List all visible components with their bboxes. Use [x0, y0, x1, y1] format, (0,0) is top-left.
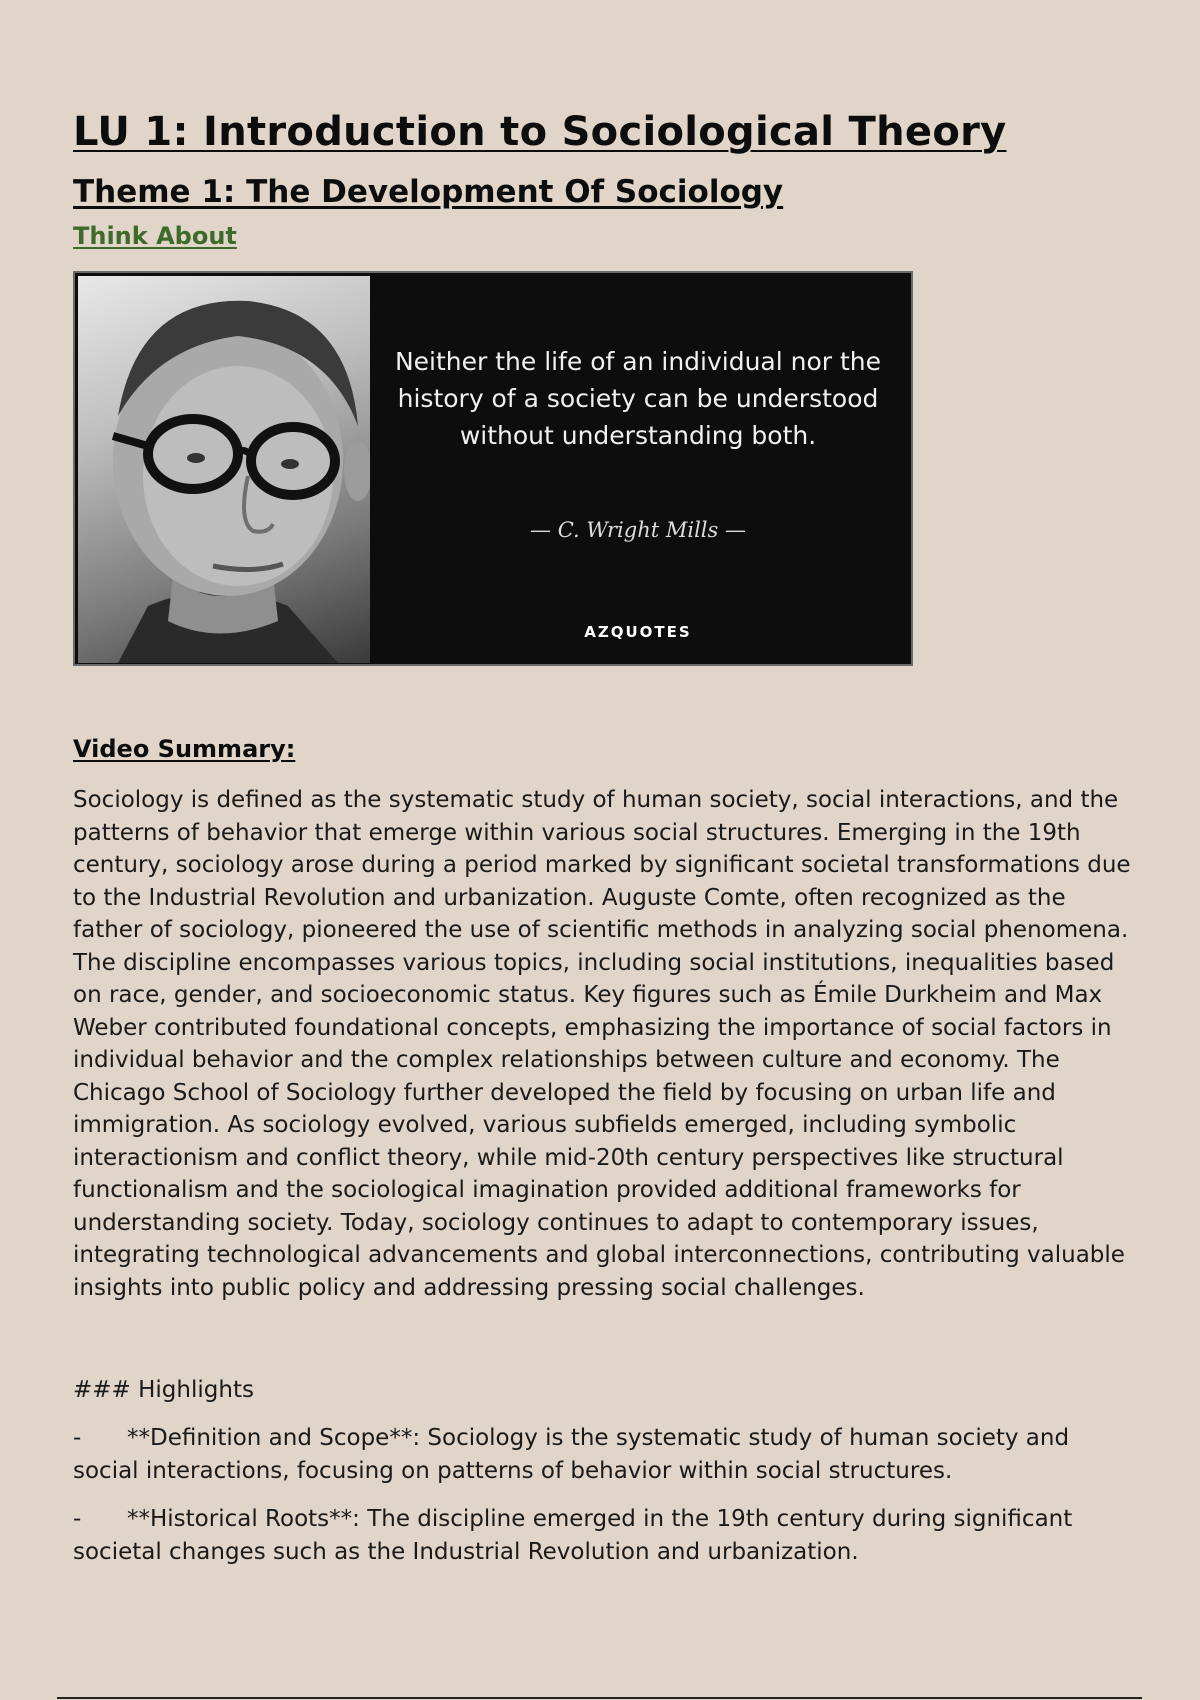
highlight-text: **Historical Roots**: The discipline emerged in the 19th century during significant societal changes such as the Industrial Revolution and urbanization. — [73, 1506, 1073, 1565]
highlight-item — [73, 1422, 1133, 1487]
page-title: LU 1: Introduction to Sociological Theory — [73, 109, 1007, 155]
video-summary-heading: Video Summary: — [73, 735, 296, 763]
bullet-dash: - — [73, 1506, 82, 1532]
quote-text: Neither the life of an individual nor the history of a society can be understood without understanding both. — [394, 347, 882, 450]
highlights-heading: ### Highlights — [73, 1377, 254, 1403]
quote-author: — C. Wright Mills — — [530, 518, 746, 542]
video-summary-text: Sociology is defined as the systematic study of human society, social interactions, and the patterns of behavior that emerge within various social structures. Emerging in the 19th century, sociology arose during a period marked by significant societal transformations due to the Industrial Revolution and urbanization. Auguste Comte, often recognized as the father of sociology, pioneered the use of scientific methods in analyzing social phenomena. The discipline encompasses various topics, including social institutions, inequalities based on race, gender, and socioeconomic status. Key figures such as Émile Durkheim and Max Weber contributed foundational concepts, emphasizing the importance of social factors in individual behavior and the complex relationships between culture and economy. The Chicago School of Sociology further developed the field by focusing on urban life and immigration. As sociology evolved, various subfields emerged, including symbolic interactionism and conflict theory, while mid-20th century perspectives like structural functionalism and the sociological imagination provided additional frameworks for understanding society. Today, sociology continues to adapt to contemporary issues, integrating technological advancements and global interconnections, contributing valuable insights into public policy and addressing pressing social challenges. — [73, 787, 1131, 1301]
think-about-heading: Think About — [73, 222, 237, 250]
quote-image — [73, 271, 913, 666]
bullet-dash: - — [73, 1425, 82, 1451]
portrait-illustration — [78, 276, 370, 663]
theme-heading: Theme 1: The Development Of Sociology — [73, 174, 784, 210]
document-page — [73, 105, 1133, 1568]
highlight-text: **Definition and Scope**: Sociology is the systematic study of human society and social interactions, focusing on patterns of behavior within social structures. — [73, 1425, 1070, 1484]
page-divider — [57, 1697, 1142, 1699]
highlight-item — [73, 1503, 1133, 1568]
portrait-photo — [78, 276, 370, 663]
quote-brand-logo: AZQUOTES — [584, 623, 692, 641]
